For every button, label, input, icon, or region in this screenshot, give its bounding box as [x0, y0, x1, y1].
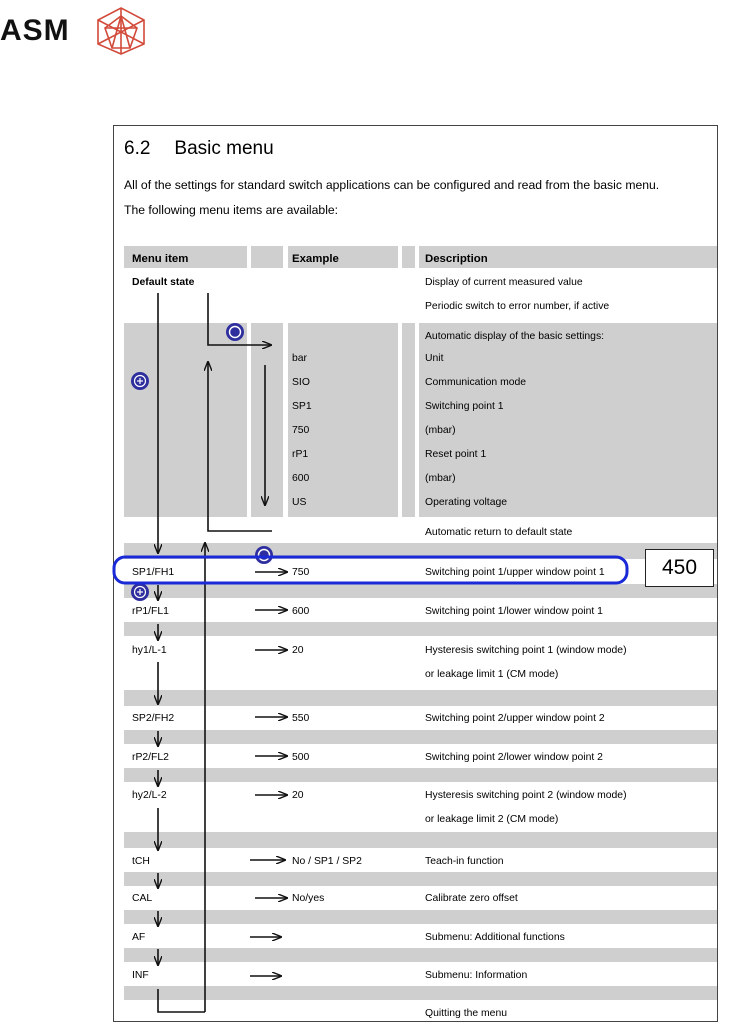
example-value: rP1 [292, 449, 309, 460]
brand-logo-text: ASM [0, 14, 70, 47]
description-text: Teach-in function [425, 856, 504, 867]
description-text: Switching point 1/upper window point 1 [425, 567, 605, 578]
example-value: 750 [292, 567, 310, 578]
description-text: Calibrate zero offset [425, 893, 518, 904]
description-text: Hysteresis switching point 1 (window mode) [425, 645, 627, 656]
example-value: No / SP1 / SP2 [292, 856, 362, 867]
description-text: or leakage limit 2 (CM mode) [425, 814, 559, 825]
description-text: Unit [425, 353, 444, 364]
example-value: 600 [292, 473, 310, 484]
example-value: 550 [292, 713, 310, 724]
example-value: 600 [292, 606, 310, 617]
menu-item-label: CAL [132, 893, 153, 904]
description-text: Display of current measured value [425, 277, 583, 288]
col-header-description: Description [425, 253, 488, 265]
menu-item-label: tCH [132, 856, 150, 867]
description-text: Switching point 2/upper window point 2 [425, 713, 605, 724]
example-value: 500 [292, 752, 310, 763]
description-text: Hysteresis switching point 2 (window mode) [425, 790, 627, 801]
auto-return-text: Automatic return to default state [425, 527, 573, 538]
example-value: 750 [292, 425, 310, 436]
description-text: Switching point 1 [425, 401, 504, 412]
description-text: Switching point 1/lower window point 1 [425, 606, 603, 617]
menu-item-label: INF [132, 970, 149, 981]
description-text: Submenu: Information [425, 970, 528, 981]
example-value: bar [292, 353, 308, 364]
menu-table [114, 126, 717, 1021]
menu-item-label: SP1/FH1 [132, 567, 175, 578]
description-text: Switching point 2/lower window point 2 [425, 752, 603, 763]
quit-menu-text: Quitting the menu [425, 1008, 508, 1019]
document-page [113, 125, 718, 1022]
intro-line-1: All of the settings for standard switch applications can be configured and read from the basic menu. [124, 178, 660, 192]
description-text: Operating voltage [425, 497, 508, 508]
auto-display-heading: Automatic display of the basic settings: [425, 331, 605, 342]
description-text: Reset point 1 [425, 449, 487, 460]
menu-item-label: hy2/L-2 [132, 790, 167, 801]
description-text: or leakage limit 1 (CM mode) [425, 669, 559, 680]
menu-item-label: rP2/FL2 [132, 752, 169, 763]
description-text: (mbar) [425, 425, 456, 436]
menu-item-label: hy1/L-1 [132, 645, 167, 656]
description-text: Periodic switch to error number, if active [425, 301, 610, 312]
example-value: SIO [292, 377, 310, 388]
menu-item-label: rP1/FL1 [132, 606, 169, 617]
example-value: US [292, 497, 307, 508]
menu-item-label: SP2/FH2 [132, 713, 175, 724]
brand-logo-icon [92, 6, 150, 56]
example-value: No/yes [292, 893, 325, 904]
example-value: SP1 [292, 401, 312, 412]
col-header-menu-item: Menu item [132, 253, 189, 265]
menu-item-label: AF [132, 932, 146, 943]
description-text: Communication mode [425, 377, 527, 388]
col-header-example: Example [292, 253, 339, 265]
callout-value-box: 450 [645, 549, 714, 587]
intro-line-2: The following menu items are available: [124, 203, 339, 217]
menu-item-default-state: Default state [132, 277, 195, 288]
section-heading: 6.2 Basic menu [124, 138, 274, 159]
description-text: Submenu: Additional functions [425, 932, 565, 943]
example-value: 20 [292, 645, 304, 656]
example-value: 20 [292, 790, 304, 801]
description-text: (mbar) [425, 473, 456, 484]
